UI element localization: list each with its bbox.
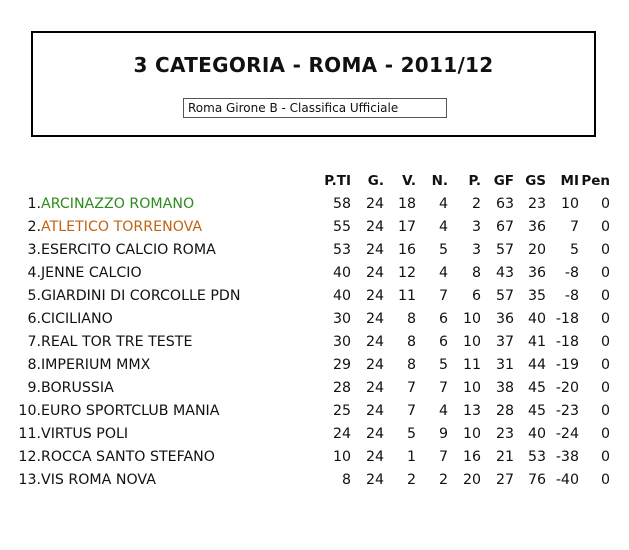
cell-pen: 0 bbox=[600, 265, 610, 281]
cell-gs: 41 bbox=[527, 334, 546, 350]
cell-pen: 0 bbox=[600, 426, 610, 442]
cell-pen: 0 bbox=[600, 196, 610, 212]
cell-gf: 57 bbox=[495, 242, 514, 258]
cell-gs: 36 bbox=[527, 219, 546, 235]
cell-n: 2 bbox=[438, 472, 448, 488]
team-cell bbox=[0, 262, 142, 285]
cell-pti: 29 bbox=[332, 357, 351, 373]
team-name: CICILIANO bbox=[41, 311, 113, 327]
cell-v: 12 bbox=[397, 265, 416, 281]
team-name: ESERCITO CALCIO ROMA bbox=[41, 242, 216, 258]
table-row bbox=[0, 239, 629, 262]
cell-gf: 36 bbox=[495, 311, 514, 327]
cell-mi: -18 bbox=[555, 334, 579, 350]
cell-pen: 0 bbox=[600, 403, 610, 419]
table-row bbox=[0, 446, 629, 469]
team-cell bbox=[0, 308, 113, 331]
cell-pti: 10 bbox=[332, 449, 351, 465]
team-name: ROCCA SANTO STEFANO bbox=[41, 449, 215, 465]
position-number: 7. bbox=[27, 334, 41, 350]
column-header-p: P. bbox=[468, 173, 481, 189]
team-cell bbox=[0, 469, 156, 492]
table-row bbox=[0, 308, 629, 331]
position-number: 13. bbox=[18, 472, 41, 488]
cell-n: 6 bbox=[438, 334, 448, 350]
cell-p: 11 bbox=[462, 357, 481, 373]
column-header-pti: P.TI bbox=[324, 173, 351, 189]
table-body bbox=[0, 193, 629, 492]
cell-gs: 40 bbox=[527, 311, 546, 327]
table-row bbox=[0, 377, 629, 400]
cell-v: 2 bbox=[406, 472, 416, 488]
team-cell bbox=[0, 377, 114, 400]
team-name: JENNE CALCIO bbox=[41, 265, 142, 281]
cell-v: 18 bbox=[397, 196, 416, 212]
cell-gs: 44 bbox=[527, 357, 546, 373]
position-number: 1. bbox=[27, 196, 41, 212]
team-cell bbox=[0, 331, 192, 354]
cell-pen: 0 bbox=[600, 380, 610, 396]
cell-gs: 36 bbox=[527, 265, 546, 281]
cell-g: 24 bbox=[365, 472, 384, 488]
cell-p: 20 bbox=[462, 472, 481, 488]
position-number: 11. bbox=[18, 426, 41, 442]
cell-p: 6 bbox=[471, 288, 481, 304]
cell-mi: -24 bbox=[555, 426, 579, 442]
cell-gf: 31 bbox=[495, 357, 514, 373]
cell-n: 4 bbox=[438, 403, 448, 419]
team-cell bbox=[0, 400, 219, 423]
cell-gs: 45 bbox=[527, 403, 546, 419]
cell-gs: 35 bbox=[527, 288, 546, 304]
standings-table bbox=[0, 170, 629, 492]
cell-g: 24 bbox=[365, 311, 384, 327]
position-number: 2. bbox=[27, 219, 41, 235]
cell-mi: -19 bbox=[555, 357, 579, 373]
team-name: GIARDINI DI CORCOLLE PDN bbox=[41, 288, 241, 304]
position-number: 9. bbox=[27, 380, 41, 396]
team-cell bbox=[0, 354, 150, 377]
table-header-row bbox=[0, 170, 629, 193]
cell-n: 6 bbox=[438, 311, 448, 327]
cell-pen: 0 bbox=[600, 449, 610, 465]
cell-mi: -23 bbox=[555, 403, 579, 419]
cell-pti: 55 bbox=[332, 219, 351, 235]
position-number: 12. bbox=[18, 449, 41, 465]
table-row bbox=[0, 285, 629, 308]
cell-pti: 53 bbox=[332, 242, 351, 258]
cell-mi: -38 bbox=[555, 449, 579, 465]
team-name: EURO SPORTCLUB MANIA bbox=[41, 403, 220, 419]
cell-pti: 40 bbox=[332, 265, 351, 281]
cell-gf: 37 bbox=[495, 334, 514, 350]
cell-g: 24 bbox=[365, 265, 384, 281]
position-number: 5. bbox=[27, 288, 41, 304]
table-row bbox=[0, 469, 629, 492]
cell-gf: 23 bbox=[495, 426, 514, 442]
table-row bbox=[0, 331, 629, 354]
cell-v: 8 bbox=[406, 334, 416, 350]
cell-pti: 58 bbox=[332, 196, 351, 212]
cell-pen: 0 bbox=[600, 288, 610, 304]
cell-g: 24 bbox=[365, 288, 384, 304]
position-number: 3. bbox=[27, 242, 41, 258]
cell-pen: 0 bbox=[600, 357, 610, 373]
cell-gs: 40 bbox=[527, 426, 546, 442]
cell-mi: -8 bbox=[564, 288, 579, 304]
cell-pti: 30 bbox=[332, 334, 351, 350]
cell-p: 16 bbox=[462, 449, 481, 465]
team-cell bbox=[0, 216, 202, 239]
cell-v: 11 bbox=[397, 288, 416, 304]
team-name: ARCINAZZO ROMANO bbox=[41, 196, 195, 212]
cell-n: 9 bbox=[438, 426, 448, 442]
table-row bbox=[0, 354, 629, 377]
cell-pen: 0 bbox=[600, 219, 610, 235]
team-cell bbox=[0, 239, 216, 262]
cell-p: 10 bbox=[462, 426, 481, 442]
cell-v: 8 bbox=[406, 357, 416, 373]
cell-p: 10 bbox=[462, 311, 481, 327]
table-row bbox=[0, 400, 629, 423]
cell-p: 3 bbox=[471, 219, 481, 235]
cell-gf: 38 bbox=[495, 380, 514, 396]
cell-g: 24 bbox=[365, 219, 384, 235]
cell-gf: 63 bbox=[495, 196, 514, 212]
table-row bbox=[0, 262, 629, 285]
team-name: IMPERIUM MMX bbox=[41, 357, 151, 373]
cell-g: 24 bbox=[365, 403, 384, 419]
cell-pti: 30 bbox=[332, 311, 351, 327]
cell-v: 17 bbox=[397, 219, 416, 235]
team-cell bbox=[0, 423, 128, 446]
cell-g: 24 bbox=[365, 196, 384, 212]
cell-n: 4 bbox=[438, 219, 448, 235]
team-cell bbox=[0, 285, 240, 308]
column-header-gs: GS bbox=[525, 173, 546, 189]
team-name: ATLETICO TORRENOVA bbox=[41, 219, 203, 235]
cell-p: 2 bbox=[471, 196, 481, 212]
cell-pti: 8 bbox=[341, 472, 351, 488]
cell-v: 5 bbox=[406, 426, 416, 442]
cell-g: 24 bbox=[365, 426, 384, 442]
cell-pti: 40 bbox=[332, 288, 351, 304]
cell-g: 24 bbox=[365, 334, 384, 350]
position-number: 10. bbox=[18, 403, 41, 419]
cell-pen: 0 bbox=[600, 472, 610, 488]
column-header-gf: GF bbox=[493, 173, 514, 189]
cell-mi: -20 bbox=[555, 380, 579, 396]
cell-mi: -8 bbox=[564, 265, 579, 281]
cell-pti: 25 bbox=[332, 403, 351, 419]
cell-gs: 20 bbox=[527, 242, 546, 258]
cell-g: 24 bbox=[365, 449, 384, 465]
cell-pen: 0 bbox=[600, 334, 610, 350]
cell-gf: 28 bbox=[495, 403, 514, 419]
cell-mi: 7 bbox=[569, 219, 579, 235]
position-number: 8. bbox=[27, 357, 41, 373]
cell-p: 13 bbox=[462, 403, 481, 419]
cell-gs: 23 bbox=[527, 196, 546, 212]
subtitle-box: Roma Girone B - Classifica Ufficiale bbox=[183, 98, 447, 118]
cell-mi: 10 bbox=[560, 196, 579, 212]
cell-gs: 45 bbox=[527, 380, 546, 396]
column-header-v: V. bbox=[402, 173, 416, 189]
team-name: REAL TOR TRE TESTE bbox=[41, 334, 193, 350]
cell-gs: 53 bbox=[527, 449, 546, 465]
team-cell bbox=[0, 193, 194, 216]
cell-gf: 21 bbox=[495, 449, 514, 465]
cell-pti: 28 bbox=[332, 380, 351, 396]
cell-v: 8 bbox=[406, 311, 416, 327]
cell-p: 8 bbox=[471, 265, 481, 281]
header-box bbox=[31, 31, 596, 137]
table-row bbox=[0, 423, 629, 446]
cell-pen: 0 bbox=[600, 242, 610, 258]
cell-v: 16 bbox=[397, 242, 416, 258]
column-header-pen: Pen bbox=[581, 173, 610, 189]
cell-n: 7 bbox=[438, 449, 448, 465]
column-header-mi: MI bbox=[560, 173, 579, 189]
cell-g: 24 bbox=[365, 242, 384, 258]
cell-mi: -18 bbox=[555, 311, 579, 327]
cell-p: 3 bbox=[471, 242, 481, 258]
cell-mi: 5 bbox=[569, 242, 579, 258]
cell-p: 10 bbox=[462, 380, 481, 396]
cell-p: 10 bbox=[462, 334, 481, 350]
cell-mi: -40 bbox=[555, 472, 579, 488]
column-header-n: N. bbox=[431, 173, 448, 189]
cell-pen: 0 bbox=[600, 311, 610, 327]
cell-v: 7 bbox=[406, 380, 416, 396]
column-header-g: G. bbox=[367, 173, 384, 189]
position-number: 6. bbox=[27, 311, 41, 327]
cell-g: 24 bbox=[365, 380, 384, 396]
table-row bbox=[0, 193, 629, 216]
cell-n: 4 bbox=[438, 196, 448, 212]
team-name: VIS ROMA NOVA bbox=[41, 472, 156, 488]
team-name: BORUSSIA bbox=[41, 380, 114, 396]
cell-pti: 24 bbox=[332, 426, 351, 442]
page-title: 3 CATEGORIA - ROMA - 2011/12 bbox=[133, 53, 494, 77]
cell-g: 24 bbox=[365, 357, 384, 373]
cell-gf: 27 bbox=[495, 472, 514, 488]
cell-gf: 67 bbox=[495, 219, 514, 235]
position-number: 4. bbox=[27, 265, 41, 281]
cell-v: 7 bbox=[406, 403, 416, 419]
cell-n: 7 bbox=[438, 288, 448, 304]
cell-n: 4 bbox=[438, 265, 448, 281]
team-name: VIRTUS POLI bbox=[41, 426, 129, 442]
cell-gf: 43 bbox=[495, 265, 514, 281]
cell-gf: 57 bbox=[495, 288, 514, 304]
table-row bbox=[0, 216, 629, 239]
cell-n: 7 bbox=[438, 380, 448, 396]
cell-v: 1 bbox=[406, 449, 416, 465]
cell-gs: 76 bbox=[527, 472, 546, 488]
cell-n: 5 bbox=[438, 242, 448, 258]
cell-n: 5 bbox=[438, 357, 448, 373]
team-cell bbox=[0, 446, 215, 469]
